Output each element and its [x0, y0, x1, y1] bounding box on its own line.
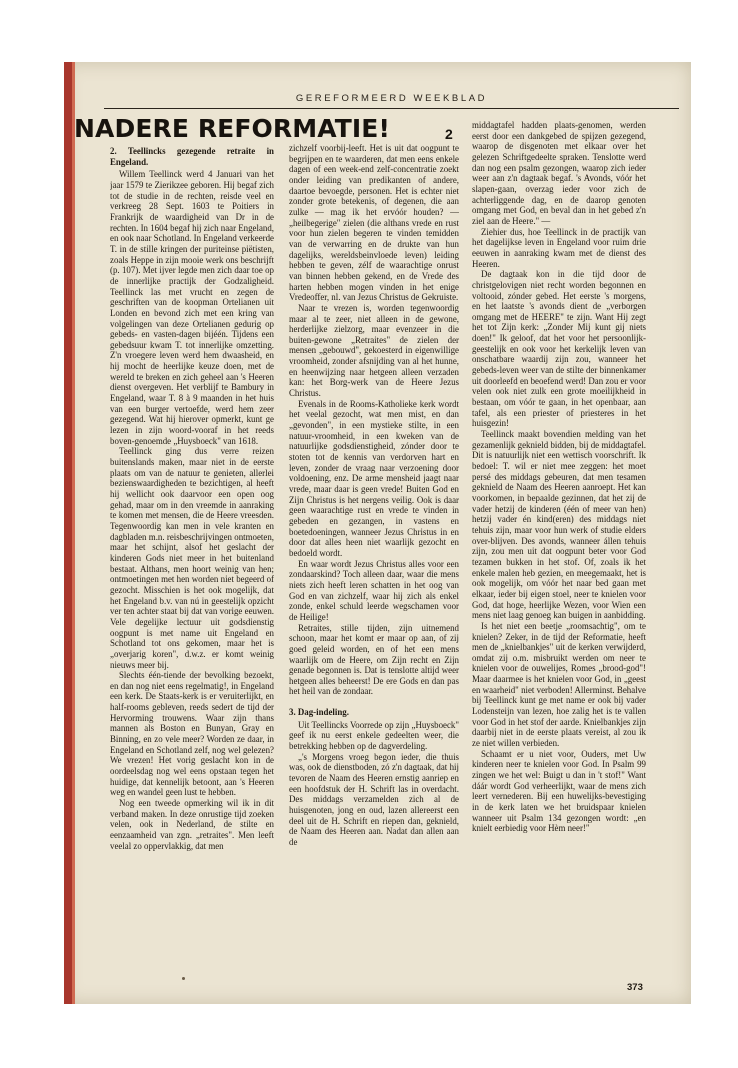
header-rule: [104, 108, 679, 109]
page: [64, 62, 691, 1004]
paragraph: Teellinck ging dus verre reizen buitenslands maken, maar niet in de eerste plaats om van de natuur te genieten, allerlei bezienswaardigheden te bezichtigen, al heeft hij wellicht ook daarvoor een open oog gehad, maar om in den vreemde in aanraking te komen met mensen, die de Heere vreesden. Tegenwoordig kan men in vele kranten en dagbladen m.n. reisbeschrijvingen ontmoeten, maar het schijnt, alsof het geslacht der kinderen Gods niet meer in het buitenland bestaat. Althans, men hoort weinig van hen; ontmoetingen met hen worden niet begeerd of gezocht. Misschien is het ook mogelijk, dat het Engeland b.v. van nú in geestelijk opzicht ver ten achter staat bij dat van vorige eeuwen. Vele degelijke lectuur uit godsdienstig oogpunt is met name uit Engeland en Schotland tot ons gekomen, maar het is „overjarig koren", d.w.z. er komt weinig nieuws meer bij.: [110, 446, 274, 670]
article-title: NADERE REFORMATIE!: [74, 114, 390, 143]
page-number: 373: [627, 982, 643, 993]
paragraph: middagtafel hadden plaats-genomen, werden eerst door een dankgebed de spijzen gezegend, waarop de disgenoten met elkaar over het gelezen Schriftgedeelte spraken. Tenslotte werd dan nog een psalm gezongen, waarop zich ieder weer aan z'n dagtaak begaf. 's Avonds, vóór het slapen-gaan, overzag ieder voor zich de achterliggende dag, en de daarop genoten omgang met God, en beval dan in het gebed z'n ziel aan de Heere." —: [472, 120, 646, 226]
paragraph: Evenals in de Rooms-Katholieke kerk wordt het veelal gezocht, wat men mist, en dan „gevonden", in een mystieke stilte, in een natuur-vroomheid, in een kweken van de natuurlijke godsdienstigheid, zónder door te stoten tot de kennis van verdorven hart en leven, zonder de vraag naar verzoening door voldoening, enz. De arme mensheid jaagt naar vrede, maar daar is geen vrede! Buiten God en Zijn Christus is het nergens veilig. Ook is daar geen waarachtige rust en vrede te vinden in gebeden en gezangen, in vastens en boetedoeningen, wanneer Jezus Christus in en door dat alles heen niet waarlijk gezocht en bedoeld wordt.: [289, 398, 459, 558]
ornament-dot: [182, 977, 185, 980]
column-2: [289, 143, 459, 976]
paragraph: Schaamt er u niet voor, Ouders, met Uw kinderen neer te knielen voor God. In Psalm 99 zingen we het wel: Buigt u dan in 't stof!" Want dáár wordt God verheerlijkt, waar de mens zich leert vernederen. Bij een huwelijks-bevestiging in de kerk laten we het bruidspaar knielen wanneer uit Psalm 134 gezongen wordt: „en knielt eerbiedig voor Hèm neer!": [472, 748, 646, 834]
binding-edge: [64, 62, 72, 1004]
paragraph: Nog een tweede opmerking wil ik in dit verband maken. In deze onrustige tijd zoeken velen, ook in Nederland, de stilte en eenzaamheid van zgn. „retraites". Men leeft veelal zo oppervlakkig, dat men: [110, 798, 274, 851]
section-heading-2: 2. Teellincks gezegende retraite in Engeland.: [110, 146, 274, 167]
running-header: GEREFORMEERD WEEKBLAD: [295, 93, 488, 104]
paragraph: De dagtaak kon in die tijd door de christgelovigen niet recht worden begonnen en voltooid, zónder gebed. Het eerste 's morgens, en het laatste 's avonds dient de „verborgen omgang met de HEERE" te zijn. Want Hij zegt het tot Zijn kerk: „Zonder Mij kunt gij niets doen!" Ik geloof, dat het voor het persoonlijk-geestelijk en ook voor het kerkelijk leven van onschatbare waardij zijn zou, wanneer het gebeds-leven weer van de stilte der binnenkamer uit doorleefd en beoefend werd! Dan zou er voor velen ook niet zulk een grote moeilijkheid in bestaan, om vóór te gaan, in het openbaar, aan tafel, als een priester of priesteres in het huisgezin!: [472, 269, 646, 429]
paragraph: Naar te vrezen is, worden tegenwoordig maar al te zeer, niet alleen in de gewone, herderlijke zielzorg, maar evenzeer in die buiten-gewone „Retraites" de zielen der mensen „gebouwd", gekoesterd in eigenwillige vroomheid, zonder afsnijding van al het hunne, en heenwijzing naar hetgeen alleen verzaden kan: het Borg-werk van de Heere Jezus Christus.: [289, 302, 459, 399]
paragraph: zichzelf voorbij-leeft. Het is uit dat oogpunt te begrijpen en te waarderen, dat men eens enkele dagen of een week-end zelf-concentratie zoekt onder leiding van predikanten of andere, daartoe bevoegde, personen. Het is echter niet zonder grote betekenis, of degenen, die aan zulke — mag ik het ervóór houden? — „heilbegerige" zielen (die althans vrede en rust voor hun zielen begeren te vinden temidden van de verwarring en de drukte van hun dagelijks, wereldsbeinvloede leven) leiding hebben te geven, zélf de waarachtige onrust van binnen hebben gekend, en de Vrede des harten hebben mogen vinden in het enige Vredeoffer, nl. van Jezus Christus de Gekruiste.: [289, 143, 459, 303]
article-part-number: 2: [445, 126, 453, 142]
binding-edge-inner: [72, 62, 75, 1004]
paragraph: Teellinck maakt bovendien melding van het gezamenlijk geknield bidden, bij de middagtafel. Dit is natuurlijk niet een wettisch voorschrift. Ik bedoel: T. wil er niet mee zeggen: het moet persé des middags gebeuren, dat men tesamen geknield de Naam des Heeren aanroept. Het kan voorkomen, in bepaalde gezinnen, dat het zij de vader hetzij de kinderen (één of meer van hen) hetzij vader én kind(eren) des middags niet tehuis zijn, maar voor hun werk of studie elders over-blijven. Des avonds, wanneer állen tehuis zijn, zou men uit dat oogpunt beter voor God tezamen bukken in het stof. Of, zoals ik het enkele malen heb gezien, en meegemaakt, het is ook mogelijk, om vóór het naar bed gaan met elkaar, ieder bij eigen stoel, neer te knielen voor God, dat hoge, heerlijke Wezen, voor Wien een mens niet laag genoeg kan buigen in aanbidding.: [472, 429, 646, 621]
paragraph: Slechts één-tiende der bevolking bezoekt, en dan nog niet eens regelmatig!, in Engeland een kerk. De Staats-kerk is er veruiterlijkt, en half-rooms gebleven, reeds sedert de tijd der Hervorming trouwens. Waar zijn thans mannen als Boston en Bunyan, Gray en Binning, en zo vele meer? Worden ze daar, in Engeland en Schotland zelf, nog wel gelezen? We vrezen! Het vorig geslacht kon in de oordeelsdag nog wel eens opstaan tegen het huidige, dat kennelijk betoont, aan 's Heeren weg en wandel geen lust te hebben.: [110, 670, 274, 798]
paragraph: „'s Morgens vroeg begon ieder, die thuis was, ook de dienstboden, zó z'n dagtaak, dat hij tevoren de Naam des Heeren ernstig aanriep en een hoofdstuk der H. Schrift las in overdacht. Des middags verzamelden zich al de huisgenoten, jong en oud, lazen allereerst een deel uit de H. Schrift en riepen dan, geknield, de Naam des Heeren aan. Nadat dan allen aan de: [289, 751, 459, 847]
paragraph: Uit Teellincks Voorrede op zijn „Huysboeck" geef ik nu eerst enkele gedeelten weer, die betrekking hebben op de dagverdeling.: [289, 719, 459, 752]
column-3: [472, 120, 646, 968]
paragraph: Ziehier dus, hoe Teellinck in de practijk van het dagelijkse leven in Engeland voor ruim drie eeuwen in aanraking kwam met de dienst des Heeren.: [472, 226, 646, 269]
paragraph: Retraites, stille tijden, zijn uitnemend schoon, maar het komt er maar op aan, of zij goed geleid worden, en of het een mens waarlijk om de Heere, om Zijn recht en Zijn genade begonnen is. Dat is tenslotte altijd weer hetgeen alles beheerst! De ere Gods en dan pas het heil van de zondaar.: [289, 622, 459, 697]
paragraph: Willem Teellinck werd 4 Januari van het jaar 1579 te Zierikzee geboren. Hij begaf zich tot de studie in de rechten, reisde veel en verkreeg 28 Sept. 1603 te Poitiers in Frankrijk de waardigheid van Dr in de rechten. In 1604 begaf hij zich naar Engeland, en ook naar Schotland. In Engeland verkeerde T. in de stille kringen der puriteinse piëtisten, zoals Heppe in zijn mooie werk ons beschrijft (p. 107). Met ijver legde men zich daar toe op de innerlijke practijk der Godzaligheid. Teellinck las met vrucht en zegen de geschriften van de koopman Ortelianen uit Londen en bevond zich met een kring van volgelingen van deze Ortelianen gedurig op gebeds- en vasten-dagen bijéén. Tijdens een gebedsuur kwam T. tot innerlijke omzetting. Z'n vroegere leven werd hem dwaasheid, en hij mocht de heerlijke keuze doen, met de wereld te breken en zich geheel aan 's Heeren dienst overgeven. Het verblijf te Bambury in Engeland, waar T. 8 à 9 maanden in het huis van een burger vertoefde, werd hem zeer gezegend. Wat hij hierover opmerkt, kunt ge lezen in zijn woord-vooraf in het reeds boven-genoemde „Huysboeck" van 1618.: [110, 169, 274, 446]
section-heading-3: 3. Dag-indeling.: [289, 707, 349, 718]
paragraph: En waar wordt Jezus Christus alles voor een zondaarskind? Toch alleen daar, waar die mens niets zich heeft leren schatten in het oog van God en van zichzelf, waar hij zich als enkel zonde, enkel schuld leerde wegschamen voor de Heilige!: [289, 558, 459, 622]
paragraph: Is het niet een beetje „roomsachtig", om te knielen? Zeker, in de tijd der Reformatie, heeft men de „knielbankjes" uit de kerken verwijderd, omdat zij o.m. misbruikt werden om neer te knielen voor de ouwelijes, Romes „brood-god"! Maar daarmee is het knielen voor God, in „geest en waarheid" niet verboden! Allerminst. Behalve bij Teellinck kunt ge met name er ook bij vader Lodensteijn van lezen, hoe zalig het is te vallen voor God in het stof der aarde. Knielbankjes zijn daarbij niet in de eerste plaats vereist, al zou ik ze niet willen verbieden.: [472, 620, 646, 749]
column-1: [110, 146, 274, 976]
